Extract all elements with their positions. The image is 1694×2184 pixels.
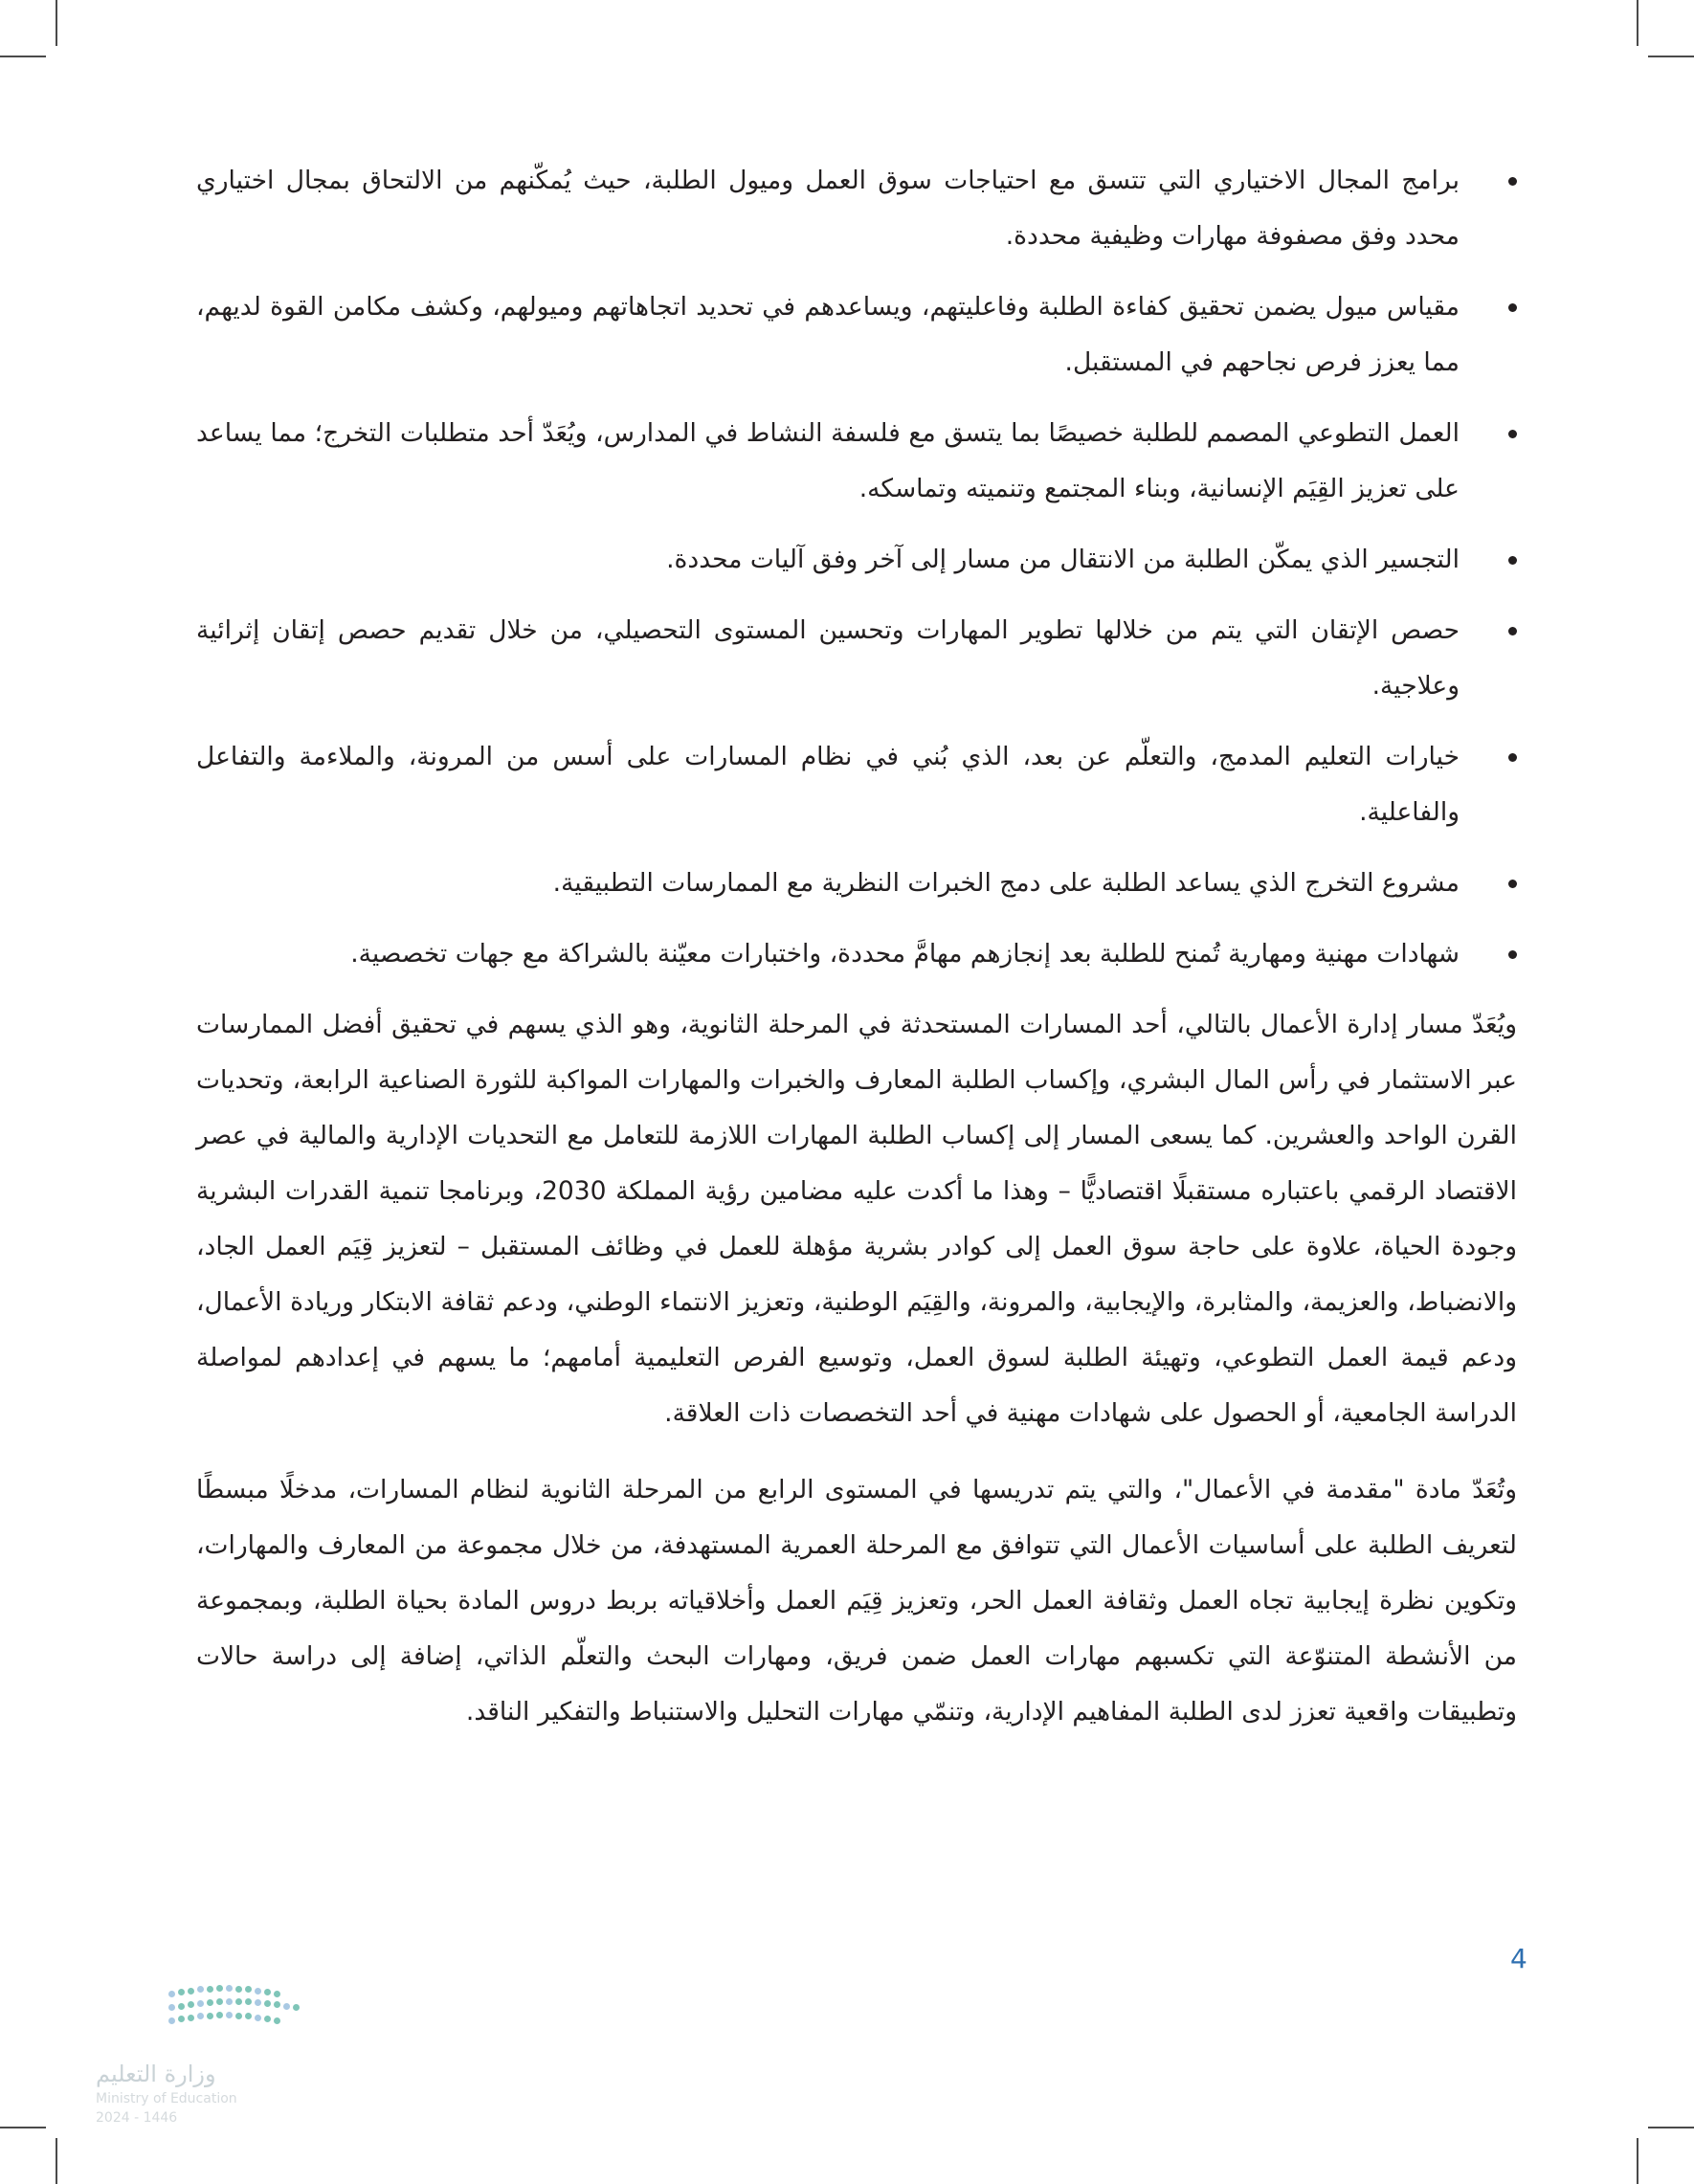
logo-dot (283, 2003, 290, 2010)
logo-dot (245, 1986, 252, 1993)
logo-dot (168, 2004, 175, 2011)
logo-dot (245, 2013, 252, 2019)
page-body (196, 153, 1536, 1761)
list-item (196, 153, 1536, 264)
list-item (196, 603, 1536, 714)
bullet-icon (1508, 177, 1517, 186)
list-item-text: خيارات التعليم المدمج، والتعلّم عن بعد، الذي بُني في نظام المسارات على أسس من المرونة، والملاءمة والتفاعل والفاعلية. (196, 742, 1460, 827)
logo-dot (264, 2016, 271, 2022)
logo-dot (216, 1985, 223, 1992)
list-item (196, 406, 1536, 517)
logo-dot (274, 1991, 280, 1997)
logo-dot (216, 1998, 223, 2005)
logo-dot (188, 2015, 194, 2021)
logo-dot (235, 2013, 242, 2019)
paragraph-business-track: ويُعَدّ مسار إدارة الأعمال بالتالي، أحد المسارات المستحدثة في المرحلة الثانوية، وهو الذي يسهم في تحقيق أفضل الممارسات عبر الاستثمار في رأس المال البشري، وإكساب الطلبة المعارف والخبرات والمهارات المواكبة للثورة الصناعية الرابعة، وتحديات القرن الواحد والعشرين. كما يسعى المسار إلى إكساب الطلبة المهارات اللازمة للتعامل مع التحديات الإدارية والمالية في عصر الاقتصاد الرقمي باعتباره مستقبلًا اقتصاديًّا – وهذا ما أكدت عليه مضامين رؤية المملكة 2030، وبرنامجا تنمية القدرات البشرية وجودة الحياة، علاوة على حاجة سوق العمل إلى كوادر بشرية مؤهلة للعمل في وظائف المستقبل – لتعزيز قِيَم العمل الجاد، والانضباط، والعزيمة، والمثابرة، والإيجابية، والمرونة، والقِيَم الوطنية، وتعزيز الانتماء الوطني، ودعم ثقافة الابتكار وريادة الأعمال، ودعم قيمة العمل التطوعي، وتهيئة الطلبة لسوق العمل، وتوسيع الفرص التعليمية أمامهم؛ ما يسهم في إعدادهم لمواصلة الدراسة الجامعية، أو الحصول على شهادات مهنية في أحد التخصصات ذات العلاقة. (196, 1010, 1517, 1428)
crop-mark (56, 0, 57, 46)
logo-dot (255, 1988, 261, 1995)
list-item (196, 856, 1536, 911)
logo-dot (274, 2001, 280, 2008)
bullet-icon (1508, 950, 1517, 959)
bullet-icon (1508, 303, 1517, 312)
logo-dot (207, 2013, 213, 2019)
logo-dot (235, 1986, 242, 1993)
logo-dot (188, 2001, 194, 2008)
paragraph-course-intro: وتُعَدّ مادة "مقدمة في الأعمال"، والتي يتم تدريسها في المستوى الرابع من المرحلة الثانوية لنظام المسارات، مدخلًا مبسطًا لتعريف الطلبة على أساسيات الأعمال التي تتوافق مع المرحلة العمرية المستهدفة، من خلال مجموعة من المعارف والمهارات، وتكوين نظرة إيجابية تجاه العمل وثقافة العمل الحر، وتعزيز قِيَم العمل وأخلاقياته بربط دروس المادة بحياة الطلبة، وبمجموعة من الأنشطة المتنوّعة التي تكسبهم مهارات العمل ضمن فريق، ومهارات البحث والتعلّم الذاتي، إضافة إلى دراسة حالات وتطبيقات واقعية تعزز لدى الطلبة المفاهيم الإدارية، وتنمّي مهارات التحليل والاستنباط والتفكير الناقد. (196, 1475, 1517, 1727)
logo-dot (178, 1989, 185, 1995)
list-item-text: العمل التطوعي المصمم للطلبة خصيصًا بما يتسق مع فلسفة النشاط في المدارس، ويُعَدّ أحد متطلبات التخرج؛ مما يساعد على تعزيز القِيَم الإنسانية، وبناء المجتمع وتنميته وتماسكه. (196, 418, 1460, 503)
logo-dot (235, 1998, 242, 2005)
logo-dot (197, 2000, 204, 2007)
logo-dot (207, 1986, 213, 1993)
ministry-logo (96, 1986, 316, 2129)
logo-dot (226, 1985, 233, 1992)
logo-dot (274, 2017, 280, 2024)
crop-mark (1648, 2127, 1694, 2128)
crop-mark (0, 2127, 46, 2128)
list-item (196, 729, 1536, 840)
logo-dot (245, 1998, 252, 2005)
logo-dot (264, 2000, 271, 2007)
logo-dot (168, 1991, 175, 1997)
list-item-text: حصص الإتقان التي يتم من خلالها تطوير المهارات وتحسين المستوى التحصيلي، من خلال تقديم حصص إتقان إثرائية وعلاجية. (196, 615, 1460, 701)
crop-mark (1648, 56, 1694, 57)
list-item-text: مقياس ميول يضمن تحقيق كفاءة الطلبة وفاعليتهم، ويساعدهم في تحديد اتجاهاتهم وميولهم، وكشف مكامن القوة لديهم، مما يعزز فرص نجاحهم في المستقبل. (196, 292, 1460, 377)
logo-dot (207, 1999, 213, 2006)
list-item (196, 279, 1536, 390)
logo-dot (197, 1986, 204, 1993)
logo-dot (168, 2017, 175, 2024)
logo-dot (216, 2012, 223, 2018)
logo-dot (255, 1999, 261, 2006)
logo-dot (293, 2004, 300, 2011)
logo-dot (226, 2012, 233, 2018)
list-item (196, 926, 1536, 982)
logo-dot (255, 2015, 261, 2021)
crop-mark (0, 56, 46, 57)
bullet-icon (1508, 430, 1517, 438)
feature-list (196, 153, 1536, 982)
logo-dot (188, 1988, 194, 1995)
logo-dot (264, 1989, 271, 1995)
logo-dot (197, 2013, 204, 2019)
bullet-icon (1508, 627, 1517, 635)
list-item-text: برامج المجال الاختياري التي تتسق مع احتياجات سوق العمل وميول الطلبة، حيث يُمكّنهم من الالتحاق بمجال اختياري محدد وفق مصفوفة مهارات وظيفية محددة. (196, 166, 1460, 251)
crop-mark (1637, 2138, 1638, 2184)
bullet-icon (1508, 880, 1517, 888)
list-item (196, 532, 1536, 588)
list-item-text: مشروع التخرج الذي يساعد الطلبة على دمج الخبرات النظرية مع الممارسات التطبيقية. (552, 868, 1460, 898)
bullet-icon (1508, 556, 1517, 565)
logo-dot (178, 2016, 185, 2022)
list-item-text: التجسير الذي يمكّن الطلبة من الانتقال من مسار إلى آخر وفق آليات محددة. (666, 545, 1460, 574)
logo-title: وزارة التعليم (96, 2061, 216, 2087)
crop-mark (56, 2138, 57, 2184)
logo-dot (226, 1998, 233, 2005)
logo-dot (178, 2003, 185, 2010)
page-number: 4 (1510, 1943, 1527, 1974)
crop-mark (1637, 0, 1638, 46)
logo-year: 2024 - 1446 (96, 2110, 178, 2126)
bullet-icon (1508, 753, 1517, 762)
list-item-text: شهادات مهنية ومهارية تُمنح للطلبة بعد إنجازهم مهامَّ محددة، واختبارات معيّنة بالشراكة مع جهات تخصصية. (350, 939, 1460, 969)
logo-subtitle: Ministry of Education (96, 2091, 237, 2106)
